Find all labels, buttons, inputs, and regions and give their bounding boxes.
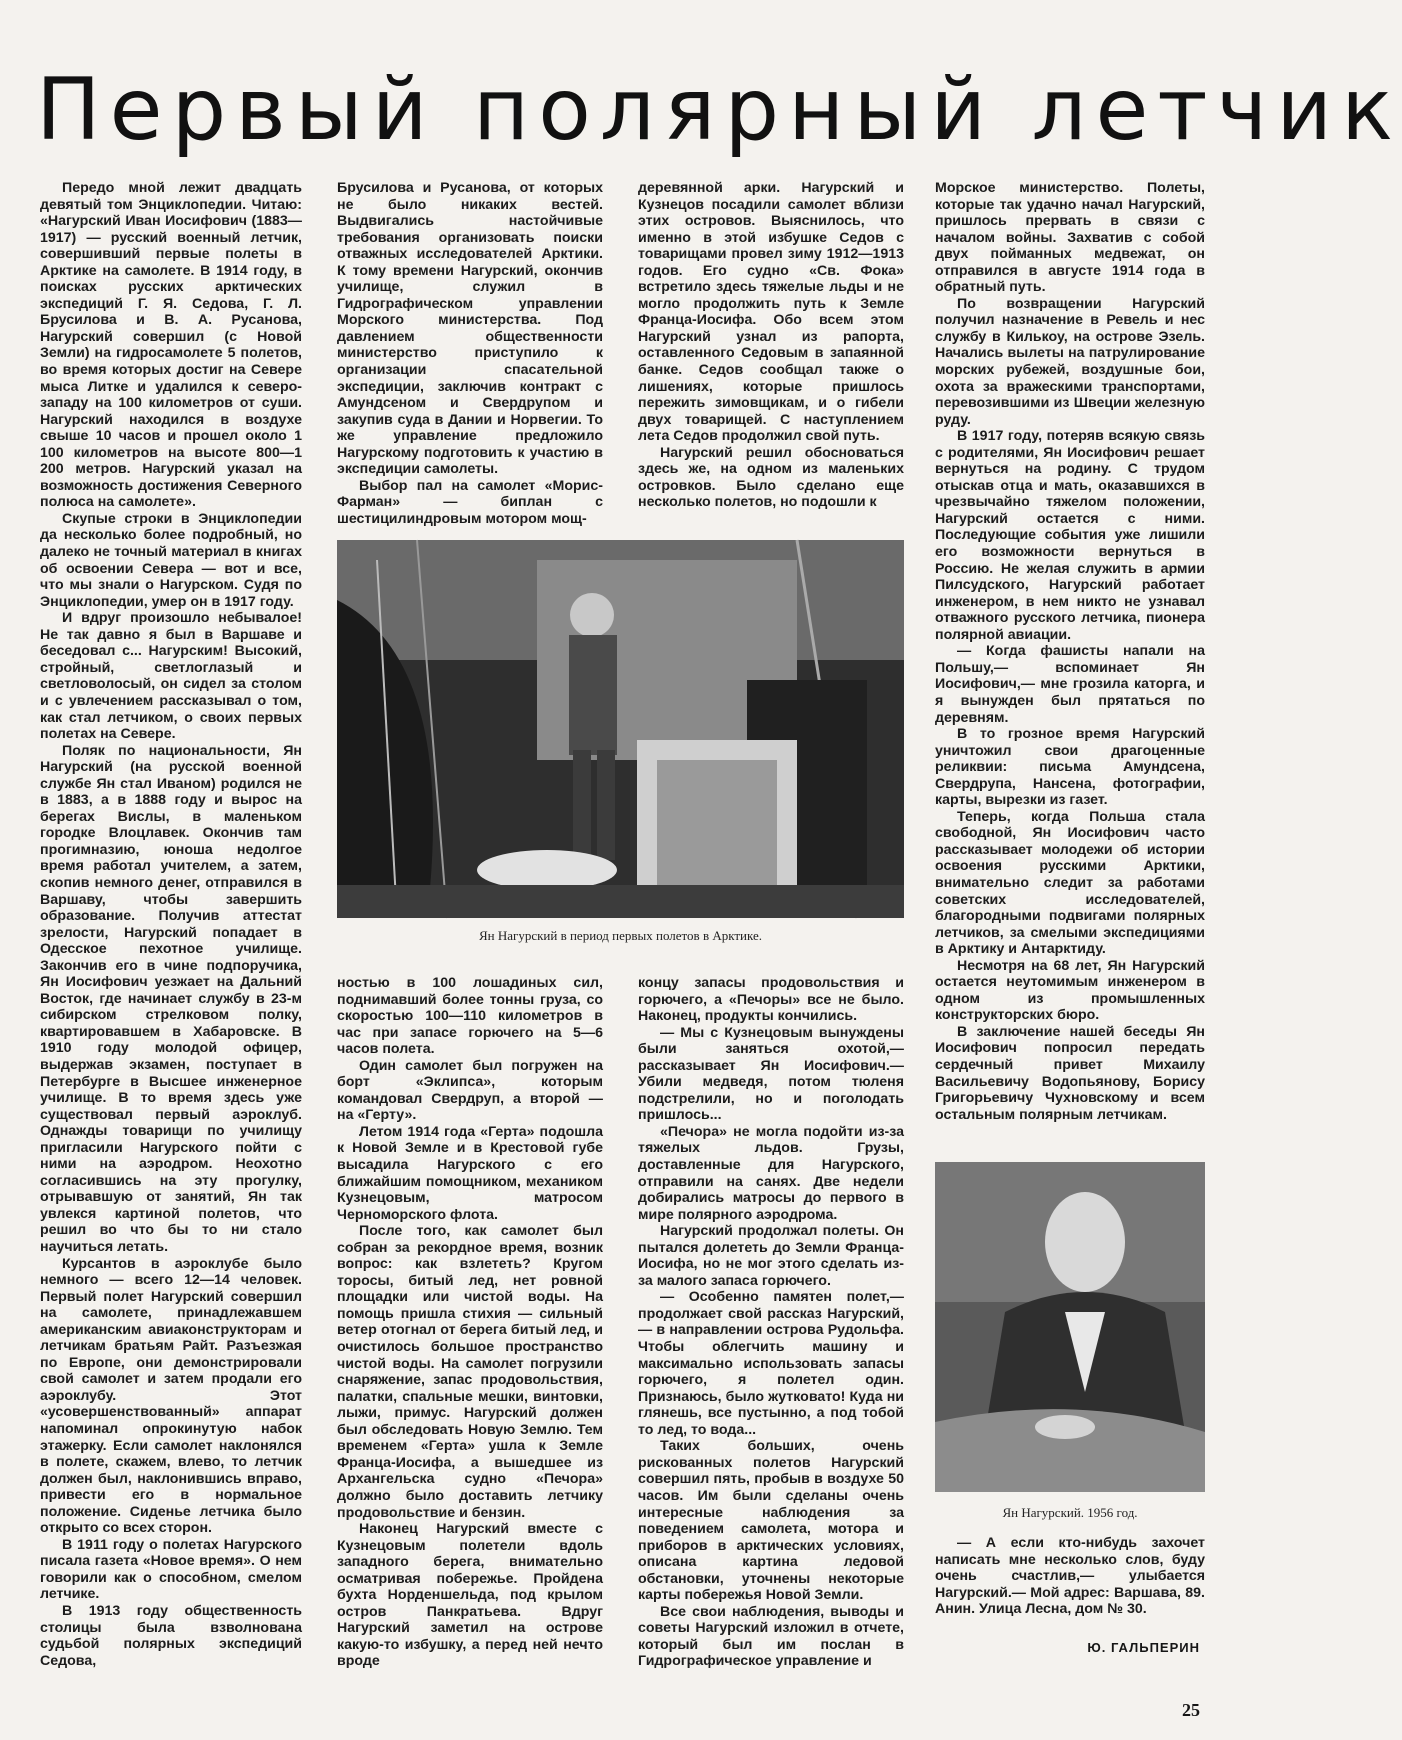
text-column-4-bottom [935,1535,1205,1625]
text-column-2-bottom [337,975,603,1675]
paragraph: В заключение нашей беседы Ян Иосифович попросил передать сердечный привет Михаилу Васильевичу Водопьянову, Борису Григорьевичу Чухновскому и всем остальным полярным летчикам. [935,1023,1205,1123]
paragraph: После того, как самолет был собран за рекордное время, возник вопрос: как взлететь? Кругом торосы, битый лед, нет ровной площадки или чистой воды. На помощь пришла стихия — сильный ветер отогнал от берега битый лед, и очистилось большое пространство чистой воды. На самолет погрузили снаряжение, запас продовольствия, палатки, спальные мешки, винтовки, лыжи, примус. Нагурский должен был обследовать Новую Землю. Тем временем «Герта» ушла к Земле Франца-Иосифа, а вышедшее из Архангельска судно «Печора» должно было доставить летчику продовольствие и бензин. [337,1223,603,1521]
paragraph: Нагурский решил обосноваться здесь же, на одном из маленьких островков. Было сделано еще несколько полетов, но подошли к [638,444,904,511]
paragraph: ностью в 100 лошадиных сил, поднимавший более тонны груза, со скоростью 100—110 километров в час при запасе горючего на 5—6 часов полета. [337,975,603,1058]
author-signature: Ю. ГАЛЬПЕРИН [1087,1640,1200,1655]
paragraph: Выбор пал на самолет «Морис-Фарман» — биплан с шестицилиндровым мотором мощ- [337,477,603,527]
text-column-3-bottom [638,975,904,1675]
paragraph: Поляк по национальности, Ян Нагурский (на русской военной службе Ян стал Иваном) родился не в 1883, а в 1888 году и вырос на берегах Вислы, в маленьком городке Влоцлавек. Окончив там прогимназию, юноша недолгое время работал учителем, а затем, скопив немного денег, отправился в Варшаву, чтобы завершить образование. Получив аттестат зрелости, Нагурский попадает в Одесское пехотное училище. Закончив его в чине подпоручика, Ян Иосифович уезжает на Дальний Восток, где начинает службу в 23-м сибирском стрелковом полку, квартировавшем в Хабаровске. В 1910 году молодой офицер, выдержав экзамен, поступает в Петербурге в Высшее инженерное училище. В то время здесь уже существовал первый аэроклуб. Однажды товарищи по училищу пригласили Нагурского пойти с ними на аэродром. Неохотно согласившись на эту прогулку, отрывавшую от занятий, Ян так увлекся картиной полетов, что решил во что бы то ни стало научиться летать. [40,742,302,1255]
paragraph: Морское министерство. Полеты, которые так удачно начал Нагурский, пришлось прервать в связи с началом войны. Захватив с собой двух пойманных медвежат, он отправился в августе 1914 года в обратный путь. [935,180,1205,296]
paragraph: Наконец Нагурский вместе с Кузнецовым полетели вдоль западного берега, внимательно осматривая побережье. Пройдена бухта Норденшельда, под крылом остров Панкратьева. Вдруг Нагурский заметил на острове какую-то избушку, а перед ней нечто вроде [337,1521,603,1670]
paragraph: И вдруг произошло небывалое! Не так давно я был в Варшаве и беседовал с... Нагурским! Высокий, стройный, светлоглазый и светловолосый, он сидел за столом и с увлечением рассказывал о том, как стал летчиком, о своих первых полетах на Севере. [40,610,302,743]
paragraph: По возвращении Нагурский получил назначение в Ревель и нес службу в Килькоу, на острове Эзель. Начались вылеты на патрулирование морских рубежей, воздушные бои, охота за вражескими транспортами, перевозившими из Швеции железную руду. [935,295,1205,428]
paragraph: В то грозное время Нагурский уничтожил свои драгоценные реликвии: письма Амундсена, Свердрупа, Нансена, фотографии, карты, вырезки из газет. [935,726,1205,809]
portrait-caption: Ян Нагурский. 1956 год. [1002,1505,1138,1520]
text-column-2-top [337,180,603,532]
paragraph: Летом 1914 года «Герта» подошла к Новой Земле и в Крестовой губе высадила Нагурского с его ближайшим помощником, механиком Кузнецовым, матросом Черноморского флота. [337,1123,603,1223]
portrait-illustration [935,1162,1205,1492]
article-title: Первый полярный летчик [36,60,1402,160]
paragraph: деревянной арки. Нагурский и Кузнецов посадили самолет вблизи этих островов. Выяснилось, что именно в этой избушке Седов с товарищами провел зиму 1912—1913 годов. Его судно «Св. Фока» встретило здесь тяжелые льды и не могло продолжить путь к Земле Франца-Иосифа. Обо всем этом Нагурский узнал из рапорта, оставленного Седовым в запаянной банке. Седов сообщал также о лишениях, которые пришлось пережить зимовщикам, и о гибели двух товарищей. С наступлением лета Седов продолжил свой путь. [638,180,904,445]
paragraph: Нагурский продолжал полеты. Он пытался долететь до Земли Франца-Иосифа, но не мог этого сделать из-за малого запаса горючего. [638,1223,904,1289]
paragraph: — А если кто-нибудь захочет написать мне несколько слов, буду очень счастлив,— улыбается Нагурский.— Мой адрес: Варшава, 89. Анин. Улица Лесна, дом № 30. [935,1535,1205,1618]
paragraph: Скупые строки в Энциклопедии да несколько более подробный, но далеко не точный материал в книгах об освоении Севера — вот и все, что мы знали о Нагурском. Судя по Энциклопедии, умер он в 1917 году. [40,510,302,610]
paragraph: Один самолет был погружен на борт «Эклипса», которым командовал Свердруп, а второй — на «Герту». [337,1057,603,1124]
paragraph: Несмотря на 68 лет, Ян Нагурский остается неутомимым инженером в одном из промышленных конструкторских бюро. [935,957,1205,1024]
paragraph: — Особенно памятен полет,— продолжает свой рассказ Нагурский,— в направлении острова Рудольфа. Чтобы облегчить машину и максимально использовать запасы горючего, я полетел один. Признаюсь, было жутковато! Куда ни глянешь, все пустынно, а под тобой то лед, то вода... [638,1289,904,1438]
text-column-3-top [638,180,904,532]
paragraph: — Мы с Кузнецовым вынуждены были заняться охотой,— рассказывает Ян Иосифович.— Убили медведя, потом тюленя подстрелили, но и поголодать пришлось... [638,1024,904,1124]
photo-illustration [337,540,904,918]
paragraph: В 1913 году общественность столицы была взволнована судьбой полярных экспедиций Седова, [40,1603,302,1669]
text-column-1 [40,180,302,1675]
paragraph: Передо мной лежит двадцать девятый том Энциклопедии. Читаю: «Нагурский Иван Иосифович (1883—1917) — русский военный летчик, совершивший первые полеты в Арктике на самолете. В 1914 году, в поисках русских арктических экспедиций Г. Я. Седова, Г. Л. Брусилова и В. А. Русанова, Нагурский совершил (с Новой Земли) на гидросамолете 5 полетов, во время которых достиг на Севере мыса Литке и удалился к северо-западу на 100 километров от суши. Нагурский находился в воздухе свыше 10 часов и прошел около 1 100 километров на высоте 800—1 200 метров. Нагурский указал на возможность достижения Северного полюса на самолете». [40,180,302,511]
paragraph: В 1917 году, потеряв всякую связь с родителями, Ян Иосифович решает вернуться на родину. С трудом отыскав отца и мать, оказавшихся в чрезвычайно тяжелом положении, Нагурский остается с ними. Последующие события уже лишили его возможности вернуться в Россию. Не желая служить в армии Пилсудского, Нагурский работает инженером, в нем никто не узнавал отважного русского летчика, пионера полярной авиации. [935,428,1205,643]
paragraph: В 1911 году о полетах Нагурского писала газета «Новое время». О нем говорили как о способном, смелом летчике. [40,1536,302,1603]
paragraph: Теперь, когда Польша стала свободной, Ян Иосифович часто рассказывает молодежи об истории освоения русскими Арктики, внимательно следит за работами советских исследователей, благородными подвигами полярных летчиков, за смелыми экспедициями в Арктику и Антарктиду. [935,808,1205,958]
aviator-arctic-photo [337,540,904,918]
page-number: 25 [1182,1700,1200,1720]
paragraph: Таких больших, очень рискованных полетов Нагурский совершил пять, пробыв в воздухе 50 часов. Им были сделаны очень интересные наблюдения за поведением самолета, мотора и приборов в арктических условиях, описана картина ледовой обстановки, уточнены некоторые карты побережья Новой Земли. [638,1438,904,1604]
paragraph: «Печора» не могла подойти из-за тяжелых льдов. Грузы, доставленные для Нагурского, отправили на санях. Две недели добирались матросы до первого в мире полярного аэродрома. [638,1123,904,1223]
paragraph: Курсантов в аэроклубе было немного — всего 12—14 человек. Первый полет Нагурский совершил на самолете, принадлежавшем американским авиаконструкторам и летчикам братьям Райт. Разъезжая по Европе, они демонстрировали свой самолет и затем продали его аэроклубу. Этот «усовершенствованный» аппарат напоминал опрокинутую набок этажерку. Если самолет наклонялся в полете, скажем, влево, то летчик должен был, наклонившись вправо, привести его в нормальное положение. Сиденье летчика было открыто со всех сторон. [40,1255,302,1537]
portrait-photo [935,1162,1205,1492]
paragraph: — Когда фашисты напали на Польшу,— вспоминает Ян Иосифович,— мне грозила каторга, и я вынужден был прятаться по деревням. [935,643,1205,726]
text-column-4 [935,180,1205,1123]
paragraph: концу запасы продовольствия и горючего, а «Печоры» все не было. Наконец, продукты кончились. [638,975,904,1025]
photo-caption: Ян Нагурский в период первых полетов в Арктике. [478,928,763,943]
paragraph: Брусилова и Русанова, от которых не было никаких вестей. Выдвигались настойчивые требования организовать поиски отважных исследователей Арктики. К тому времени Нагурский, окончив училище, служил в Гидрографическом управлении Морского министерства. Под давлением общественности министерство приступило к организации спасательной экспедиции, заключив контракт с Амундсеном и Свердрупом и закупив суда в Дании и Норвегии. То же управление предложило Нагурскому подготовить к участию в экспедиции самолеты. [337,180,603,478]
paragraph: Все свои наблюдения, выводы и советы Нагурский изложил в отчете, который был им послан в Гидрографическое управление и [638,1603,904,1670]
